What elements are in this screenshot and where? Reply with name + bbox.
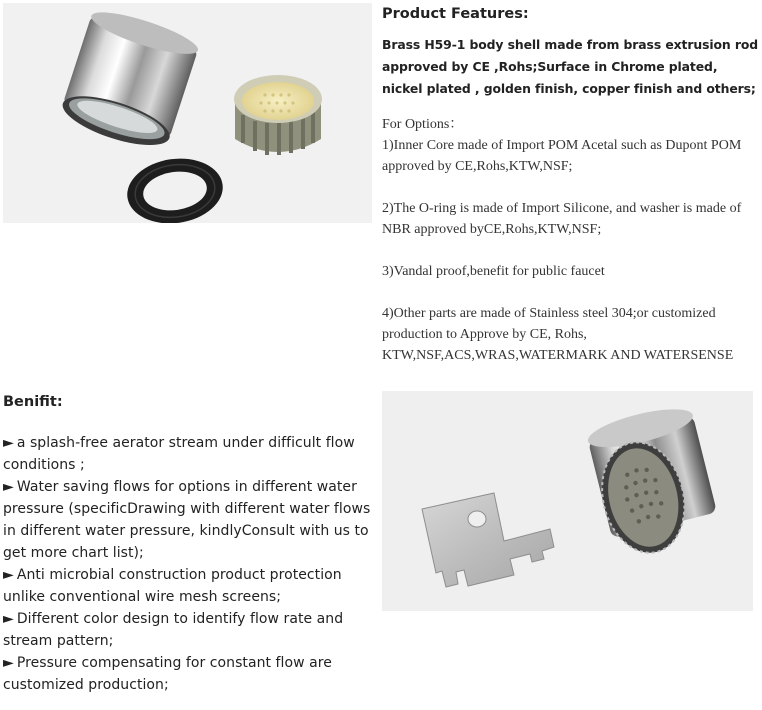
bullet-arrow-icon: ► (3, 479, 14, 495)
product-features-section (382, 4, 760, 366)
benefit-list (3, 432, 375, 696)
benefit-item-text: Water saving flows for options in different water pressure (specificDrawing with different water flows in different water pressure, kindlyConsult with us to get more chart list); (3, 479, 371, 561)
features-title: Product Features: (382, 6, 529, 22)
benefit-item (3, 476, 375, 564)
benefit-item-text: Pressure compensating for constant flow are customized production; (3, 655, 332, 693)
option-item: 2)The O-ring is made of Import Silicone, and washer is made of NBR approved byCE,Rohs,KTW,NSF; (382, 201, 742, 237)
benefit-item (3, 652, 375, 696)
options-block (382, 114, 760, 366)
bullet-arrow-icon: ► (3, 435, 14, 451)
benefit-section (3, 392, 375, 696)
benefit-item-text: Different color design to identify flow rate and stream pattern; (3, 611, 344, 649)
option-item: 3)Vandal proof,benefit for public faucet (382, 264, 605, 279)
bullet-arrow-icon: ► (3, 655, 14, 671)
benefit-item (3, 608, 375, 652)
benefit-item-text: a splash-free aerator stream under difficult flow conditions ; (3, 435, 355, 473)
option-item: 1)Inner Core made of Import POM Acetal such as Dupont POM approved by CE,Rohs,KTW,NSF; (382, 138, 742, 174)
bullet-arrow-icon: ► (3, 567, 14, 583)
benefit-item (3, 432, 375, 476)
option-item: 4)Other parts are made of Stainless steel 304;or customized production to Approve by CE, Rohs, KTW,NSF,ACS,WRAS,WATERMARK AND WATERSENSE (382, 306, 734, 363)
benefit-item (3, 564, 375, 608)
options-heading: For Options： (382, 117, 464, 132)
features-lead-text: Brass H59-1 body shell made from brass extrusion rod approved by CE ,Rohs;Surface in Chrome plated, nickel plated , golden finish, copper finish and others; (382, 37, 759, 96)
product-photo-aerator-with-key (382, 391, 753, 611)
product-photo-aerator-parts (3, 3, 372, 223)
bullet-arrow-icon: ► (3, 611, 14, 627)
benefit-item-text: Anti microbial construction product protection unlike conventional wire mesh screens; (3, 567, 342, 605)
benefit-title: Benifit: (3, 394, 63, 410)
